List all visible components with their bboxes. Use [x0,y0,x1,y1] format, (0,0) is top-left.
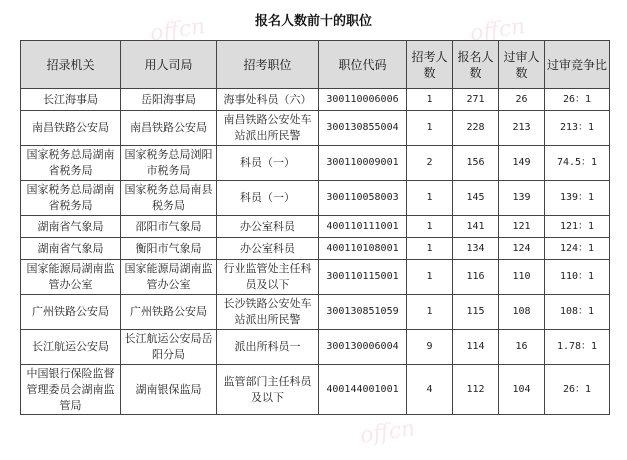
table-cell: 派出所科员一 [217,330,319,365]
table-cell: 岳阳海事局 [121,89,217,111]
table-row [21,295,610,330]
table-cell: 116 [453,260,499,295]
table-cell: 121 [499,216,545,238]
table-cell: 国家税务总局湖南省税务局 [21,181,121,216]
table-row [21,89,610,111]
table-cell: 南昌铁路公安处车站派出所民警 [217,111,319,146]
table-row [21,365,610,415]
header-cell: 招考人数 [407,41,453,89]
table-cell: 长江海事局 [21,89,121,111]
table-row [21,111,610,146]
table-cell: 300110058003 [319,181,407,216]
table-cell: 300110115001 [319,260,407,295]
table-cell: 121：1 [545,216,610,238]
table-cell: 16 [499,330,545,365]
table-cell: 110：1 [545,260,610,295]
table-cell: 108：1 [545,295,610,330]
jobs-table [20,40,610,415]
table-cell: 213：1 [545,111,610,146]
table-cell: 行业监管处主任科员及以下 [217,260,319,295]
table-cell: 监管部门主任科员及以下 [217,365,319,415]
table-cell: 长江航运公安局 [21,330,121,365]
page-title: 报名人数前十的职位 [254,14,372,29]
table-cell: 104 [499,365,545,415]
table-cell: 国家能源局湖南监管办公室 [21,260,121,295]
table-row [21,260,610,295]
table-cell: 1 [407,238,453,260]
table-cell: 1 [407,216,453,238]
table-cell: 2 [407,146,453,181]
table-cell: 办公室科员 [217,216,319,238]
table-cell: 海事处科员（六） [217,89,319,111]
table-row [21,181,610,216]
table-cell: 141 [453,216,499,238]
header-cell: 招考职位 [217,41,319,89]
header-cell: 招录机关 [21,41,121,89]
table-row [21,216,610,238]
table-cell: 26：1 [545,365,610,415]
table-cell: 湖南省气象局 [21,238,121,260]
table-cell: 400110108001 [319,238,407,260]
table-row [21,238,610,260]
table-cell: 湖南省气象局 [21,216,121,238]
table-cell: 南昌铁路公安局 [121,111,217,146]
table-cell: 400110111001 [319,216,407,238]
header-cell: 职位代码 [319,41,407,89]
table-cell: 139：1 [545,181,610,216]
table-cell: 156 [453,146,499,181]
table-cell: 衡阳市气象局 [121,238,217,260]
table-cell: 中国银行保险监督管理委员会湖南监管局 [21,365,121,415]
table-cell: 228 [453,111,499,146]
table-cell: 74.5：1 [545,146,610,181]
table-cell: 1.78：1 [545,330,610,365]
table-cell: 124：1 [545,238,610,260]
table-cell: 300110006006 [319,89,407,111]
table-cell: 国家能源局湖南监管办公室 [121,260,217,295]
table-cell: 112 [453,365,499,415]
header-cell: 用人司局 [121,41,217,89]
table-cell: 办公室科员 [217,238,319,260]
table-cell: 广州铁路公安局 [21,295,121,330]
table-cell: 110 [499,260,545,295]
table-cell: 124 [499,238,545,260]
table-cell: 1 [407,89,453,111]
table-cell: 271 [453,89,499,111]
table-cell: 149 [499,146,545,181]
table-cell: 国家税务总局浏阳市税务局 [121,146,217,181]
table-cell: 300110009001 [319,146,407,181]
table-cell: 1 [407,181,453,216]
table-cell: 114 [453,330,499,365]
table-cell: 4 [407,365,453,415]
header-cell: 过审人数 [499,41,545,89]
header-cell: 过审竞争比 [545,41,610,89]
table-cell: 145 [453,181,499,216]
table-cell: 300130851059 [319,295,407,330]
table-cell: 湖南银保监局 [121,365,217,415]
table-cell: 邵阳市气象局 [121,216,217,238]
watermark: offcn [148,14,207,47]
table-cell: 26 [499,89,545,111]
watermark: offcn [468,14,527,47]
table-cell: 国家税务总局南县税务局 [121,181,217,216]
table-cell: 115 [453,295,499,330]
table-cell: 108 [499,295,545,330]
table-cell: 26：1 [545,89,610,111]
table-cell: 科员（一） [217,146,319,181]
table-cell: 1 [407,111,453,146]
table-cell: 9 [407,330,453,365]
table-cell: 广州铁路公安局 [121,295,217,330]
table-header-row [21,41,610,89]
table-cell: 长沙铁路公安处车站派出所民警 [217,295,319,330]
table-cell: 1 [407,295,453,330]
table-cell: 长江航运公安局岳阳分局 [121,330,217,365]
table-cell: 国家税务总局湖南省税务局 [21,146,121,181]
header-cell: 报名人数 [453,41,499,89]
watermark: offcn [358,416,417,449]
table-cell: 134 [453,238,499,260]
table-cell: 1 [407,260,453,295]
table-cell: 300130006004 [319,330,407,365]
table-row [21,146,610,181]
table-row [21,330,610,365]
table-cell: 科员（一） [217,181,319,216]
table-cell: 213 [499,111,545,146]
table-cell: 400144001001 [319,365,407,415]
table-cell: 139 [499,181,545,216]
table-cell: 300130855004 [319,111,407,146]
table-cell: 南昌铁路公安局 [21,111,121,146]
